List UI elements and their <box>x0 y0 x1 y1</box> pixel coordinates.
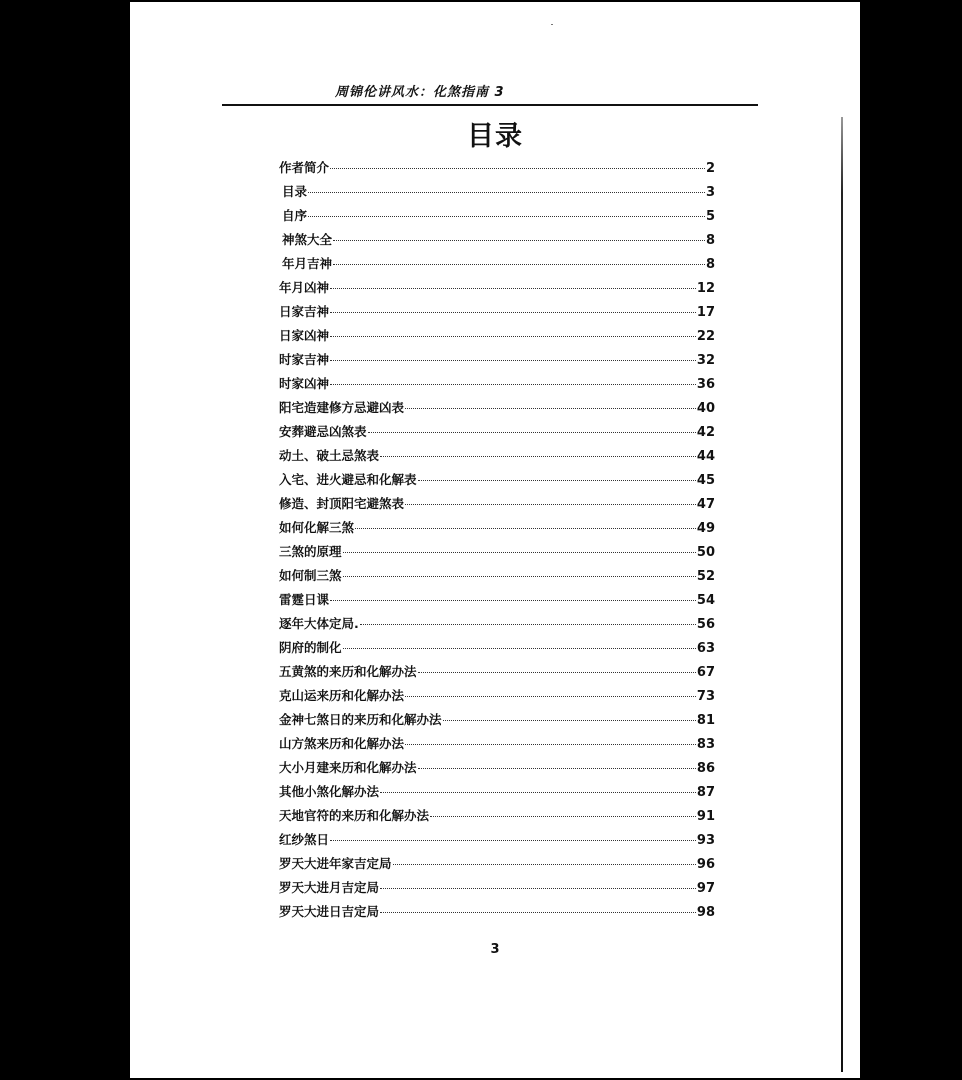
toc-entry-label: 五黄煞的来历和化解办法 <box>279 664 417 679</box>
dot-leader <box>443 720 696 721</box>
toc-entry-page: 86 <box>696 761 715 776</box>
dot-leader <box>380 888 696 889</box>
toc-entry-label: 罗天大进年家吉定局 <box>279 856 392 871</box>
toc-entry-label: 山方煞来历和化解办法 <box>279 736 405 751</box>
dot-leader <box>333 264 705 265</box>
toc-entry[interactable] <box>279 158 715 182</box>
toc-entry[interactable] <box>279 446 715 470</box>
toc-entry-label: 如何化解三煞 <box>279 520 355 535</box>
toc-entry[interactable] <box>279 230 715 254</box>
dot-leader <box>405 408 696 409</box>
toc-entry[interactable] <box>279 398 715 422</box>
toc-entry-label: 金神七煞日的来历和化解办法 <box>279 712 442 727</box>
toc-entry-page: 87 <box>696 785 715 800</box>
toc-entry-page: 12 <box>696 281 715 296</box>
toc-entry-page: 83 <box>696 737 715 752</box>
toc-entry-label: 目录 <box>282 184 308 199</box>
dot-leader <box>343 648 696 649</box>
dot-leader <box>430 816 696 817</box>
toc-entry-page: 45 <box>696 473 715 488</box>
toc-entry-page: 40 <box>696 401 715 416</box>
toc-entry-label: 其他小煞化解办法 <box>279 784 380 799</box>
page-edge-rule <box>841 117 843 1072</box>
toc-title: 目录 <box>467 121 523 152</box>
toc-entry-page: 97 <box>696 881 715 896</box>
toc-entry[interactable] <box>279 686 715 710</box>
dot-leader <box>343 552 696 553</box>
toc-entry[interactable] <box>279 662 715 686</box>
dot-leader <box>380 792 696 793</box>
header-rule <box>222 104 758 106</box>
toc-entry-label: 罗天大进日吉定局 <box>279 904 380 919</box>
toc-entry-page: 96 <box>696 857 715 872</box>
toc-entry-label: 年月吉神 <box>282 256 333 271</box>
dot-leader <box>418 768 696 769</box>
toc-entry[interactable] <box>279 206 715 230</box>
toc-entry-label: 大小月建来历和化解办法 <box>279 760 417 775</box>
toc-entry[interactable] <box>279 734 715 758</box>
toc-entry-label: 修造、封顶阳宅避煞表 <box>279 496 405 511</box>
toc-entry-page: 8 <box>705 257 715 272</box>
toc-entry-label: 罗天大进月吉定局 <box>279 880 380 895</box>
toc-entry-label: 如何制三煞 <box>279 568 342 583</box>
toc-entry[interactable] <box>279 710 715 734</box>
toc-entry[interactable] <box>279 278 715 302</box>
toc-entry-label: 动土、破土忌煞表 <box>279 448 380 463</box>
toc-entry-label: 逐年大体定局. <box>279 616 359 631</box>
toc-entry-label: 作者简介 <box>279 160 330 175</box>
document-page <box>130 2 860 1078</box>
dot-leader <box>330 336 696 337</box>
dot-leader <box>360 624 696 625</box>
toc-entry-label: 时家吉神 <box>279 352 330 367</box>
toc-entry-page: 93 <box>696 833 715 848</box>
toc-entry[interactable] <box>279 902 715 926</box>
toc-entry-label: 阴府的制化 <box>279 640 342 655</box>
toc-entry-page: 17 <box>696 305 715 320</box>
toc-entry[interactable] <box>279 782 715 806</box>
page-number: 3 <box>490 942 500 957</box>
toc-entry[interactable] <box>279 350 715 374</box>
dot-leader <box>308 216 705 217</box>
toc-entry-label: 日家吉神 <box>279 304 330 319</box>
toc-entry[interactable] <box>279 494 715 518</box>
toc-entry-page: 73 <box>696 689 715 704</box>
dot-leader <box>330 288 696 289</box>
dot-leader <box>330 360 696 361</box>
dot-leader <box>418 672 696 673</box>
toc-entry[interactable] <box>279 806 715 830</box>
dot-leader <box>393 864 696 865</box>
toc-entry[interactable] <box>279 326 715 350</box>
toc-entry[interactable] <box>279 854 715 878</box>
toc-entry-page: 2 <box>705 161 715 176</box>
dot-leader <box>418 480 696 481</box>
toc-entry-label: 红纱煞日 <box>279 832 330 847</box>
toc-entry[interactable] <box>279 638 715 662</box>
toc-entry[interactable] <box>279 374 715 398</box>
dot-leader <box>380 912 696 913</box>
toc-entry-label: 天地官符的来历和化解办法 <box>279 808 430 823</box>
toc-entry-page: 47 <box>696 497 715 512</box>
toc-entry[interactable] <box>279 590 715 614</box>
toc-entry[interactable] <box>279 614 715 638</box>
dot-leader <box>330 312 696 313</box>
dot-leader <box>330 600 696 601</box>
dot-leader <box>368 432 696 433</box>
toc-entry[interactable] <box>279 182 715 206</box>
toc-entry-label: 三煞的原理 <box>279 544 342 559</box>
toc-entry-label: 安葬避忌凶煞表 <box>279 424 367 439</box>
toc-entry[interactable] <box>279 566 715 590</box>
toc-entry-label: 自序 <box>282 208 308 223</box>
toc-entry-page: 3 <box>705 185 715 200</box>
toc-entry-label: 入宅、进火避忌和化解表 <box>279 472 417 487</box>
dot-leader <box>330 384 696 385</box>
toc-entry[interactable] <box>279 302 715 326</box>
toc-entry-page: 67 <box>696 665 715 680</box>
toc-entry-page: 36 <box>696 377 715 392</box>
dot-leader <box>405 696 696 697</box>
toc-entry[interactable] <box>279 254 715 278</box>
toc-entry-page: 49 <box>696 521 715 536</box>
toc-entry-label: 日家凶神 <box>279 328 330 343</box>
scan-speck <box>551 24 553 25</box>
toc-entry-page: 54 <box>696 593 715 608</box>
toc-entry-page: 8 <box>705 233 715 248</box>
dot-leader <box>343 576 696 577</box>
toc-entry-page: 91 <box>696 809 715 824</box>
dot-leader <box>330 840 696 841</box>
toc-entry-label: 雷霆日课 <box>279 592 330 607</box>
toc-entry-page: 52 <box>696 569 715 584</box>
dot-leader <box>405 744 696 745</box>
toc-entry[interactable] <box>279 830 715 854</box>
toc-entry-page: 81 <box>696 713 715 728</box>
toc-entry-page: 98 <box>696 905 715 920</box>
toc-entry[interactable] <box>279 470 715 494</box>
toc-entry-label: 年月凶神 <box>279 280 330 295</box>
dot-leader <box>308 192 705 193</box>
running-header: 周锦伦讲风水：化煞指南 3 <box>335 85 505 100</box>
toc-entry[interactable] <box>279 758 715 782</box>
toc-entry-page: 63 <box>696 641 715 656</box>
dot-leader <box>333 240 705 241</box>
toc-entry[interactable] <box>279 878 715 902</box>
toc-entry-page: 50 <box>696 545 715 560</box>
toc-entry-page: 5 <box>705 209 715 224</box>
toc-entry-page: 32 <box>696 353 715 368</box>
toc-entry[interactable] <box>279 518 715 542</box>
toc-entry-label: 阳宅造建修方忌避凶表 <box>279 400 405 415</box>
toc-entry-page: 22 <box>696 329 715 344</box>
toc-entry-page: 44 <box>696 449 715 464</box>
table-of-contents <box>279 158 715 926</box>
toc-entry[interactable] <box>279 542 715 566</box>
toc-entry-label: 时家凶神 <box>279 376 330 391</box>
dot-leader <box>355 528 696 529</box>
dot-leader <box>380 456 696 457</box>
toc-entry-page: 56 <box>696 617 715 632</box>
toc-entry-page: 42 <box>696 425 715 440</box>
toc-entry-label: 神煞大全 <box>282 232 333 247</box>
dot-leader <box>330 168 705 169</box>
toc-entry[interactable] <box>279 422 715 446</box>
toc-entry-label: 克山运来历和化解办法 <box>279 688 405 703</box>
dot-leader <box>405 504 696 505</box>
